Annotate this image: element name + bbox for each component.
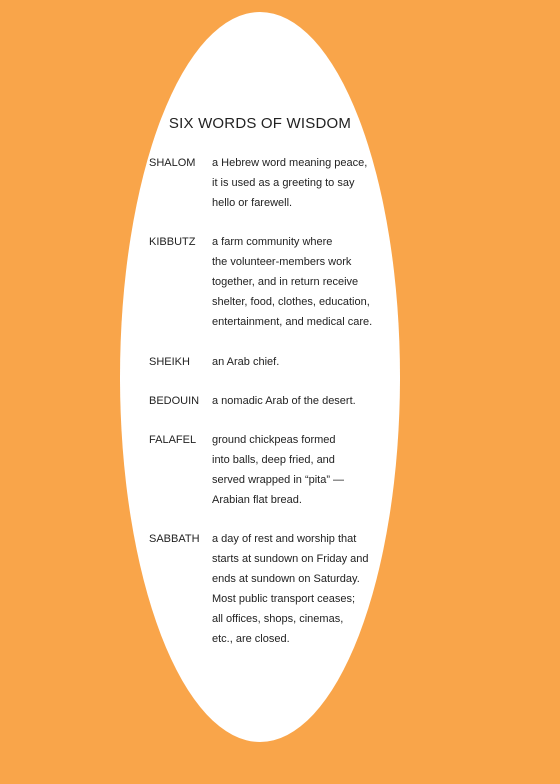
- definition-line: a Hebrew word meaning peace,: [212, 157, 368, 169]
- glossary-entry-falafel: [149, 430, 399, 510]
- glossary-definition: [212, 391, 399, 411]
- glossary-term: SHEIKH: [149, 356, 190, 368]
- glossary-definition: [212, 529, 399, 649]
- glossary-term: BEDOUIN: [149, 395, 200, 407]
- glossary-term: SHALOM: [149, 157, 196, 169]
- definition-line: a day of rest and worship that: [212, 533, 357, 545]
- definition-line: etc., are closed.: [212, 633, 290, 645]
- glossary-entry-sabbath: [149, 529, 399, 649]
- glossary-definition: [212, 430, 399, 510]
- definition-line: ground chickpeas formed: [212, 434, 336, 446]
- definition-line: Most public transport ceases;: [212, 593, 356, 605]
- glossary-definition: [212, 153, 399, 213]
- glossary-entry-bedouin: [149, 391, 399, 411]
- definition-line: entertainment, and medical care.: [212, 316, 373, 328]
- definition-line: ends at sundown on Saturday.: [212, 573, 360, 585]
- definition-line: into balls, deep fried, and: [212, 454, 335, 466]
- glossary-term: FALAFEL: [149, 434, 197, 446]
- definition-line: a farm community where: [212, 236, 333, 248]
- glossary-definition: [212, 352, 399, 372]
- glossary-list: [149, 153, 399, 649]
- definition-line: it is used as a greeting to say: [212, 177, 355, 189]
- glossary-definition: [212, 232, 399, 332]
- definition-line: starts at sundown on Friday and: [212, 553, 369, 565]
- definition-line: hello or farewell.: [212, 197, 293, 209]
- glossary-entry-sheikh: [149, 352, 399, 372]
- definition-line: the volunteer-members work: [212, 256, 352, 268]
- definition-line: served wrapped in “pita” —: [212, 474, 345, 486]
- page-title: SIX WORDS OF WISDOM: [168, 115, 352, 132]
- glossary-term: SABBATH: [149, 533, 200, 545]
- definition-line: all offices, shops, cinemas,: [212, 613, 344, 625]
- definition-line: an Arab chief.: [212, 356, 280, 368]
- definition-line: Arabian flat bread.: [212, 494, 302, 506]
- definition-line: a nomadic Arab of the desert.: [212, 395, 356, 407]
- glossary-entry-shalom: [149, 153, 399, 213]
- glossary-term: KIBBUTZ: [149, 236, 196, 248]
- definition-line: together, and in return receive: [212, 276, 359, 288]
- definition-line: shelter, food, clothes, education,: [212, 296, 370, 308]
- glossary-entry-kibbutz: [149, 232, 399, 332]
